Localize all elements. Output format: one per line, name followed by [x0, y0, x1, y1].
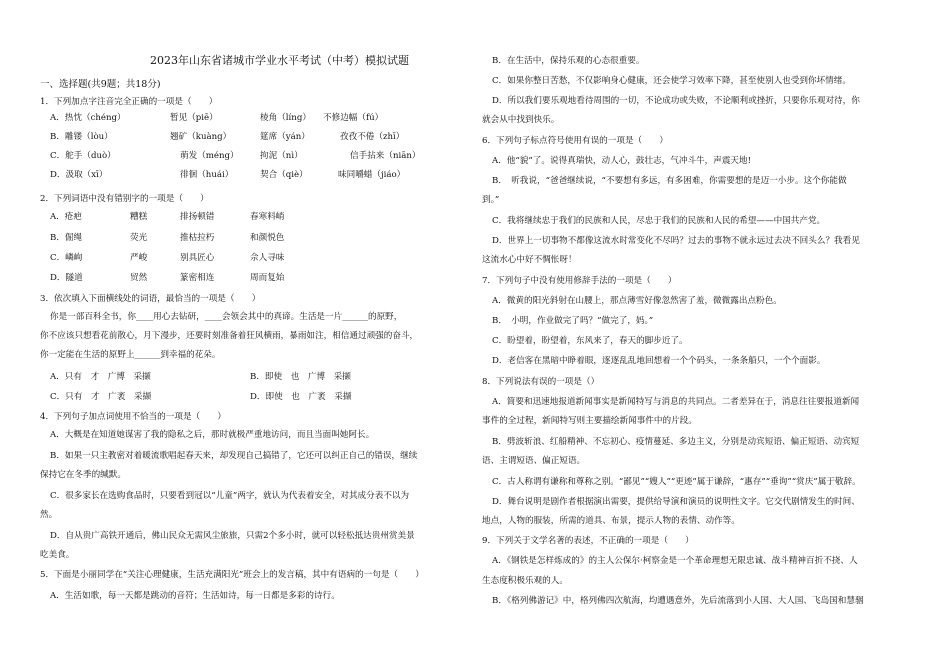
text-line: 到。” — [482, 195, 500, 205]
text-line: 就会从中找到快乐。 — [482, 115, 560, 125]
option-text: 棱角（líng） — [260, 113, 311, 123]
text-line: 语、主谓短语、偏正短语。 — [482, 456, 586, 466]
option-text: A．热忱（chéng） — [50, 113, 126, 123]
text-line: A．他“貌”了。说得真瑞快，动人心，鼓壮志，气冲斗牛，声震天地! — [492, 156, 752, 166]
option-text: B．即使 也 广博 采撷 — [250, 372, 351, 382]
text-line: 然。 — [40, 510, 58, 520]
option-text: A．只有 才 广博 采撷 — [50, 372, 151, 382]
text-line: 4．下列句子加点词使用不恰当的一项是（ ） — [40, 412, 226, 422]
option-text: 味同嚼蜡（jiáo） — [338, 170, 406, 180]
option-text: 徘徊（huái） — [180, 170, 234, 180]
option-text: 和颜悦色 — [250, 233, 285, 243]
text-line: 保持它在冬季的缄默。 — [40, 470, 126, 480]
text-line: 6．下列句子标点符号使用有误的一项是（ ） — [482, 136, 668, 146]
text-line: 你不应该只想看花前散心，月下漫步，还要时刻准备着狂风横雨，暴雨如注，相信通过顽强的奋斗， — [40, 331, 419, 341]
text-line: 事件的全过程，新闻特写则主要描绘新闻事件中的片段。 — [482, 416, 697, 426]
text-line: 你是一部百科全书，你____用心去钻研，____会领会其中的真谛。生活是一片______的原野， — [50, 312, 403, 322]
text-line: 5．下面是小丽同学在“关注心理健康，生活充满阳光”班会上的发言稿，其中有语病的一句是（ ） — [40, 570, 424, 580]
text-line: 8．下列说法有误的一项是（） — [482, 377, 600, 387]
option-text: 别具匠心 — [180, 253, 215, 263]
option-text: 契合（qiè） — [260, 170, 308, 180]
text-line: 你一定能在生活的原野上______到幸福的花朵。 — [40, 350, 221, 360]
option-text: C．舵手（duò） — [50, 151, 116, 161]
option-text: B．倔绳 — [50, 233, 83, 243]
option-text: A．疮疤 — [50, 212, 82, 222]
option-text: B．雕镂（lòu） — [50, 132, 113, 142]
text-line: 地点，人物的服装，所需的道具、布景，提示人物的表情、动作等。 — [482, 516, 740, 526]
text-line: 3．依次填入下面横线处的词语，最恰当的一项是（ ） — [40, 294, 261, 304]
option-text: 信手拈来（niān） — [350, 151, 421, 161]
text-line: A．生活如歌，每一天都是跳动的音符；生活如诗，每一日都是多彩的诗行。 — [50, 591, 340, 601]
text-line: A．《钢铁是怎样炼成的》的主人公保尔·柯察金是一个革命理想无限忠诚、战斗精神百折不挠、人 — [492, 556, 858, 566]
text-line: B．在生活中，保持乐观的心态很重要。 — [492, 56, 645, 66]
option-text: 孜孜不倦（zhī） — [340, 132, 405, 142]
option-text: D．汲取（xī） — [50, 170, 108, 180]
option-text: 糟糕 — [130, 212, 148, 222]
option-text: 贸然 — [130, 273, 148, 283]
option-text: 萌发（méng） — [180, 151, 239, 161]
option-text: D．隧道 — [50, 273, 83, 283]
option-text: C．只有 才 广袤 采撷 — [50, 392, 152, 402]
text-line: C．如果你整日苦愁，不仅影响身心健康，还会使学习效率下降，甚至使别人也受到你坏情绪。 — [492, 76, 851, 86]
option-text: D．即使 也 广袤 采撷 — [250, 392, 352, 402]
text-line: B．劈波斩浪、红船精神、不忘初心、疫情蔓延、多边主义，分别是动宾短语、偏正短语、动宾短 — [492, 437, 860, 447]
option-text: 周而复始 — [250, 273, 285, 283]
text-line: C．很多家长在选购食品时，只要看到冠以“儿童”两字，就认为代表着安全，对其成分表不以为 — [50, 491, 410, 501]
text-line: 这流水心中好不惆怅呀！ — [482, 255, 577, 265]
option-text: 排扬顿错 — [180, 212, 215, 222]
text-line: B． 听我说，“爸爸继续说，“不要想有多远，有多困难，你需要想的是迈一小步。这个你能做 — [492, 176, 847, 186]
exam-title: 2023年山东省诸城市学业水平考试（中考）模拟试题 — [150, 54, 409, 67]
text-line: D．老信客在黑暗中睁着眼，逐逐乱乱地回想着一个个码头，一条条船只，一个个面影。 — [492, 356, 826, 366]
option-text: 严峻 — [130, 253, 148, 263]
option-text: 春寒料峭 — [250, 212, 285, 222]
text-line: 吃美食。 — [40, 550, 75, 560]
text-line: B．《格列佛游记》中，格列佛四次航海，均遭遇意外，先后流落到小人国、大人国、飞岛国和慧骃 — [492, 596, 864, 606]
text-line: C．我将继续忠于我们的民族和人民，尽忠于我们的民族和人民的希望——中国共产党。 — [492, 216, 826, 226]
option-text: 暂见（piē） — [170, 113, 218, 123]
option-text: 荧光 — [130, 233, 148, 243]
option-text: 筵席（yán） — [260, 132, 310, 142]
text-line: D．自从贵广高铁开通后，佛山民众无需风尘旅旅，只需2个多小时，就可以轻松抵达贵州赏美景 — [50, 531, 415, 541]
text-line: D．所以我们要乐观地看待周围的一切，不论成功或失败，不论顺利或挫折，只要你乐观对待，你 — [492, 96, 860, 106]
text-line: 1．下列加点字注音完全正确的一项是（ ） — [40, 97, 218, 107]
text-line: 生态度积极乐观的人。 — [482, 576, 568, 586]
text-line: A．大概是在知道她谋害了我的隐私之后，那时就极严重地访问，而且当面叫她阿长。 — [50, 430, 375, 440]
text-line: D．世界上一切事物不都像这流水时常变化不尽吗？过去的事物不就永远过去决不回头么？我看见 — [492, 236, 860, 246]
option-text: 篆密相连 — [180, 273, 215, 283]
option-text: 翘矿（kuàng） — [170, 132, 232, 142]
option-text: C．嶙峋 — [50, 253, 83, 263]
option-text: 拘泥（nì） — [260, 151, 303, 161]
text-line: A．微黄的阳光斜射在山腰上，那点薄雪好像忽然害了羞，微微露出点粉色。 — [492, 296, 782, 306]
text-line: 7．下列句子中没有使用修辞手法的一项是（ ） — [482, 276, 677, 286]
text-line: D．舞台说明是剧作者根据演出需要，提供给导演和演员的说明性文字。它交代剧情发生的时间、 — [492, 497, 860, 507]
text-line: 9．下列关于文学名著的表述，不正确的一项是（ ） — [482, 536, 694, 546]
text-line: A．简要和迅速地报道新闻事实是新闻特写与消息的共同点。二者差异在于，消息往往要报道新闻 — [492, 397, 860, 407]
text-line: B． 小明，作业做完了吗？”做完了，妈。” — [492, 316, 654, 326]
section-heading: 一、选择题(共9题；共18分) — [40, 79, 161, 90]
option-text: 佘人寻味 — [250, 253, 285, 263]
text-line: 2．下列词语中没有错别字的一项是（ ） — [40, 194, 209, 204]
option-text: 不修边幅（fú） — [323, 113, 384, 123]
option-text: 推枯拉朽 — [180, 233, 215, 243]
text-line: C．古人称谓有谦称和尊称之别。“鄙见”“嫂人”“更迹”属于谦辞，“惠存”“垂询”“赏庆”属于敬辞。 — [492, 477, 861, 487]
text-line: B．如果一只主教密对着暖流歌唱起春天来，却发现自己搞错了，它还可以纠正自己的错误，继续 — [50, 451, 418, 461]
text-line: C．盼望着，盼望着，东风来了，春天的脚步近了。 — [492, 336, 688, 346]
